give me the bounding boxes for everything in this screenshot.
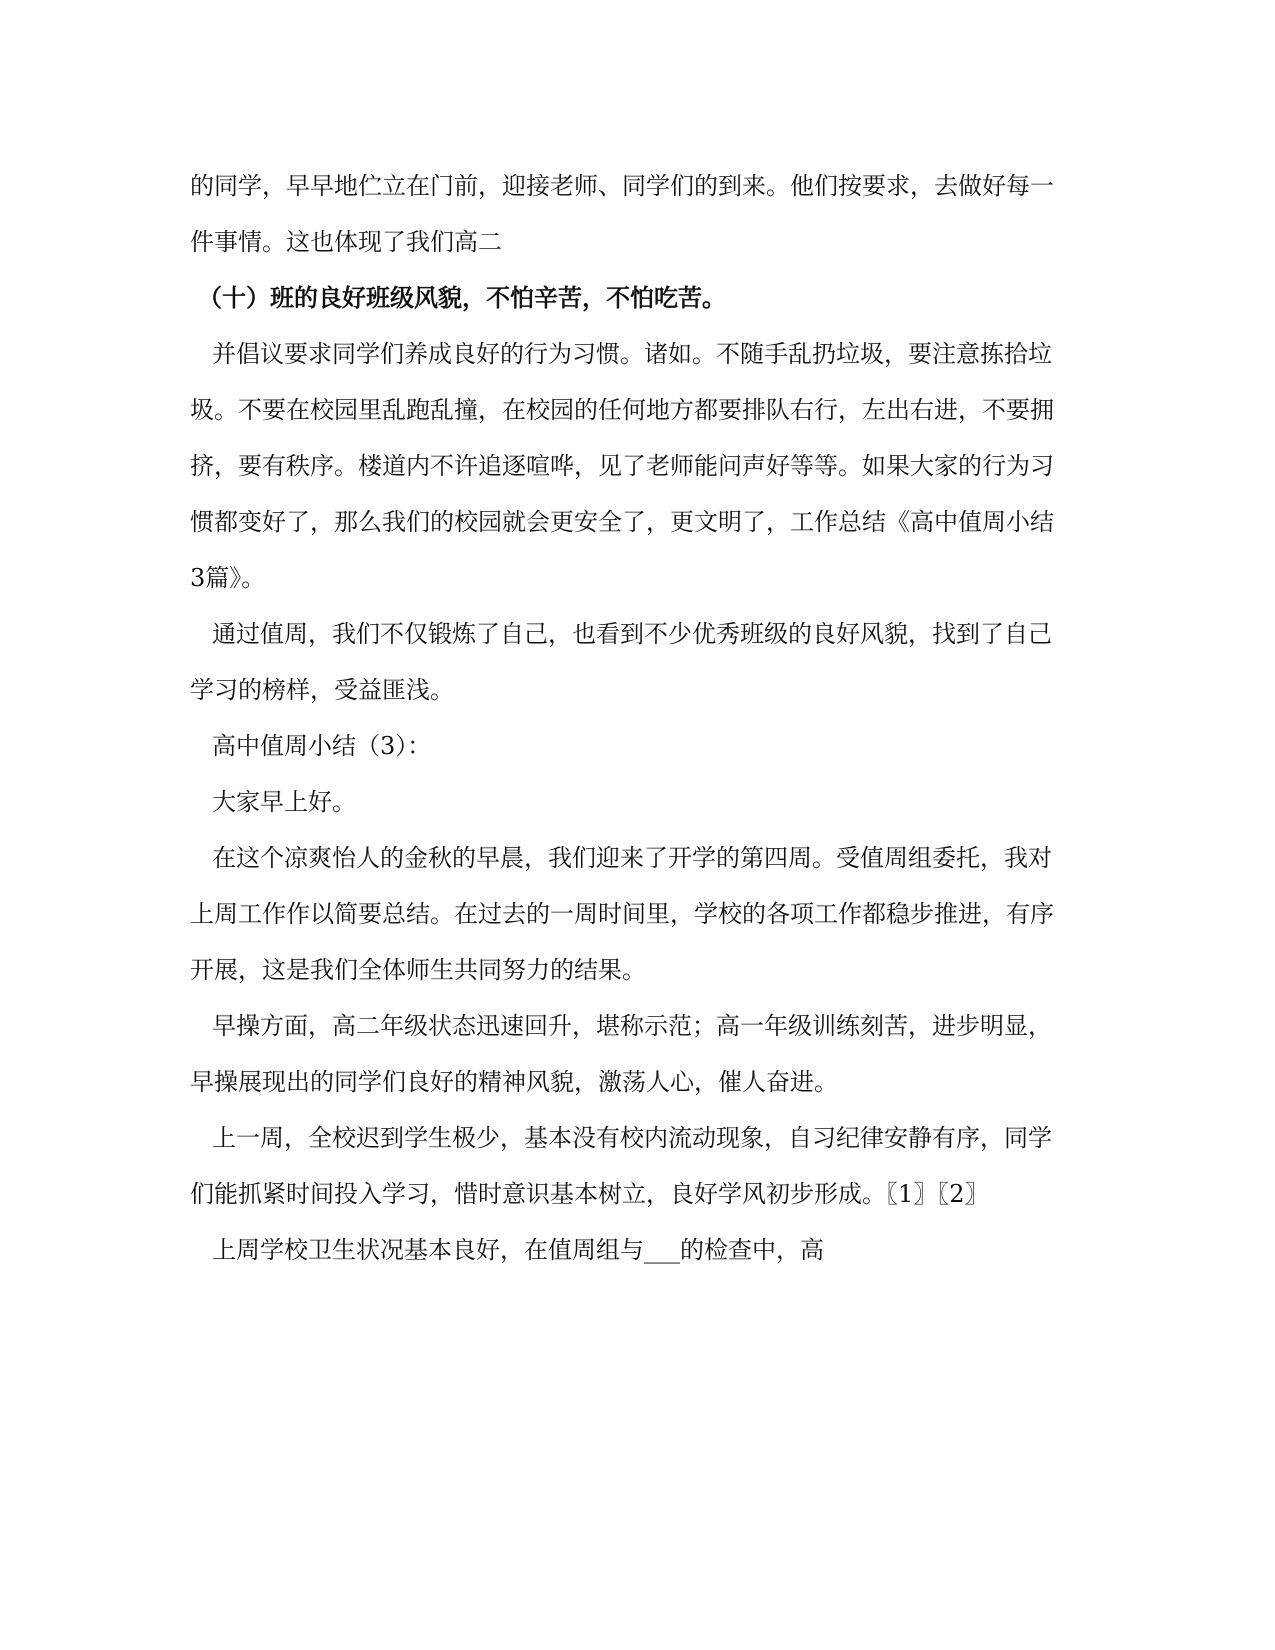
text-line: 早操展现出的同学们良好的精神风貌，激荡人心，催人奋进。 [190, 1068, 838, 1096]
text-line: 并倡议要求同学们养成良好的行为习惯。诸如。不随手乱扔垃圾，要注意拣拾垃 [212, 340, 1052, 368]
text-line: 在这个凉爽怡人的金秋的早晨，我们迎来了开学的第四周。受值周组委托，我对 [212, 844, 1052, 872]
text-line: 上周学校卫生状况基本良好，在值周组与___的检查中，高 [212, 1236, 824, 1264]
text-line: 的同学，早早地伫立在门前，迎接老师、同学们的到来。他们按要求，去做好每一 [190, 172, 1054, 200]
text-line: 学习的榜样，受益匪浅。 [190, 676, 454, 704]
text-line: 们能抓紧时间投入学习，惜时意识基本树立，良好学风初步形成。〖1〗〖2〗 [190, 1180, 989, 1208]
subtitle: 高中值周小结（3）： [212, 732, 432, 760]
text-line: 圾。不要在校园里乱跑乱撞，在校园的任何地方都要排队右行，左出右进，不要拥 [190, 396, 1054, 424]
text-line: 通过值周，我们不仅锻炼了自己，也看到不少优秀班级的良好风貌，找到了自己 [212, 620, 1052, 648]
text-line: 上一周，全校迟到学生极少，基本没有校内流动现象，自习纪律安静有序，同学 [212, 1124, 1052, 1152]
greeting-line: 大家早上好。 [212, 788, 356, 816]
text-line: 件事情。这也体现了我们高二 [190, 228, 502, 256]
section-heading: （十）班的良好班级风貌，不怕辛苦，不怕吃苦。 [198, 283, 726, 312]
text-line: 上周工作作以简要总结。在过去的一周时间里，学校的各项工作都稳步推进，有序 [190, 900, 1054, 928]
text-line: 挤，要有秩序。楼道内不许追逐喧哗，见了老师能问声好等等。如果大家的行为习 [190, 452, 1054, 480]
text-line: 惯都变好了，那么我们的校园就会更安全了，更文明了，工作总结《高中值周小结 [190, 508, 1054, 536]
text-line: 3篇》。 [190, 564, 266, 592]
text-line: 开展，这是我们全体师生共同努力的结果。 [190, 956, 646, 984]
text-line: 早操方面，高二年级状态迅速回升，堪称示范；高一年级训练刻苦，进步明显， [212, 1012, 1052, 1040]
